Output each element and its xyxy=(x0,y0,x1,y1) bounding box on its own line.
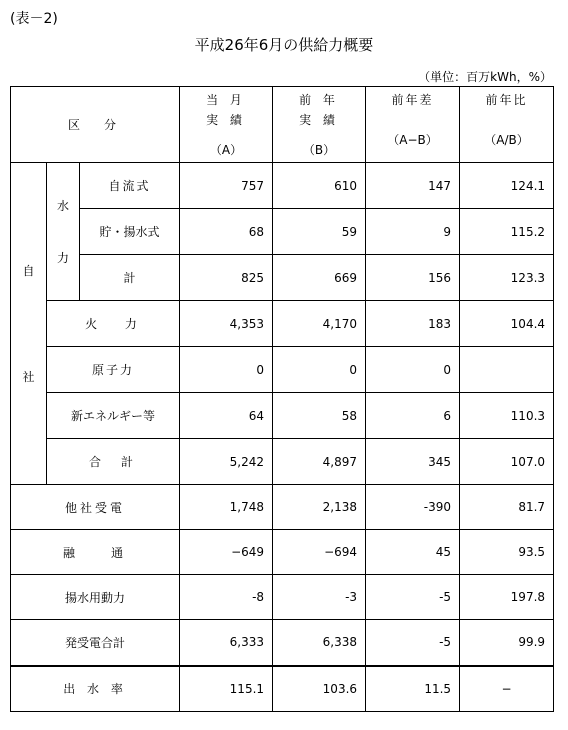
cell-difference: 183 xyxy=(366,301,460,347)
supply-table xyxy=(10,86,554,712)
header-ratio-label: 前年比 xyxy=(485,92,528,107)
cell-previous: 59 xyxy=(273,209,366,255)
table-row xyxy=(11,393,554,439)
cell-ratio: 99.9 xyxy=(460,620,554,666)
row-label: 貯・揚水式 xyxy=(80,209,180,255)
header-previous-year-sub: （B） xyxy=(302,142,336,157)
table-row xyxy=(11,439,554,485)
cell-previous: 6,338 xyxy=(273,620,366,666)
cell-difference: 6 xyxy=(366,393,460,439)
cell-previous: 669 xyxy=(273,255,366,301)
group-label-spacer xyxy=(47,214,79,250)
header-row xyxy=(11,87,554,163)
table-row xyxy=(11,575,554,620)
cell-ratio: 110.3 xyxy=(460,393,554,439)
row-label: 発受電合計 xyxy=(11,620,180,666)
header-previous-year-label: 前 年 実 績 xyxy=(299,92,339,127)
group-label-hydro-1: 水 xyxy=(56,198,69,213)
cell-ratio: 93.5 xyxy=(460,530,554,575)
header-ratio xyxy=(460,87,554,163)
group-label-hydro-2: 力 xyxy=(56,250,69,265)
cell-current: 5,242 xyxy=(180,439,273,485)
table-row xyxy=(11,301,554,347)
cell-previous: 610 xyxy=(273,163,366,209)
cell-current: 6,333 xyxy=(180,620,273,666)
cell-ratio: 107.0 xyxy=(460,439,554,485)
cell-difference: 147 xyxy=(366,163,460,209)
group-label-hydro xyxy=(47,163,80,301)
cell-ratio: 115.2 xyxy=(460,209,554,255)
table-row xyxy=(11,530,554,575)
cell-difference: 345 xyxy=(366,439,460,485)
cell-ratio: − xyxy=(460,666,554,712)
header-difference-label: 前年差 xyxy=(391,92,434,107)
cell-difference: -5 xyxy=(366,575,460,620)
cell-current: 757 xyxy=(180,163,273,209)
cell-current: 1,748 xyxy=(180,485,273,530)
header-ratio-sub: （A/B） xyxy=(484,132,529,147)
table-row xyxy=(11,666,554,712)
row-label: 自流式 xyxy=(80,163,180,209)
cell-previous: 4,897 xyxy=(273,439,366,485)
cell-previous: 58 xyxy=(273,393,366,439)
cell-previous: −694 xyxy=(273,530,366,575)
cell-current: 68 xyxy=(180,209,273,255)
cell-difference: 156 xyxy=(366,255,460,301)
cell-current: 0 xyxy=(180,347,273,393)
cell-previous: 2,138 xyxy=(273,485,366,530)
table-caption: (表－2) xyxy=(10,11,58,27)
table-row xyxy=(11,347,554,393)
cell-previous: 103.6 xyxy=(273,666,366,712)
page-title: 平成26年6月の供給力概要 xyxy=(194,36,374,54)
cell-ratio: 197.8 xyxy=(460,575,554,620)
cell-current: 825 xyxy=(180,255,273,301)
table-row xyxy=(11,620,554,666)
row-label: 揚水用動力 xyxy=(11,575,180,620)
cell-current: 4,353 xyxy=(180,301,273,347)
cell-current: −649 xyxy=(180,530,273,575)
cell-difference: -390 xyxy=(366,485,460,530)
table-row xyxy=(11,209,554,255)
table-row xyxy=(11,255,554,301)
row-label: 合 計 xyxy=(47,439,180,485)
cell-current: -8 xyxy=(180,575,273,620)
header-previous-year xyxy=(273,87,366,163)
table-row xyxy=(11,163,554,209)
cell-current: 64 xyxy=(180,393,273,439)
cell-ratio xyxy=(460,347,554,393)
cell-difference: 45 xyxy=(366,530,460,575)
header-category: 区 分 xyxy=(11,87,180,163)
cell-previous: -3 xyxy=(273,575,366,620)
table-row xyxy=(11,485,554,530)
cell-ratio: 123.3 xyxy=(460,255,554,301)
cell-ratio: 104.4 xyxy=(460,301,554,347)
header-difference xyxy=(366,87,460,163)
group-label-spacer xyxy=(11,279,46,369)
cell-ratio: 124.1 xyxy=(460,163,554,209)
header-current-month-label: 当 月 実 績 xyxy=(206,92,246,127)
cell-previous: 4,170 xyxy=(273,301,366,347)
row-label: 他社受電 xyxy=(11,485,180,530)
cell-difference: 0 xyxy=(366,347,460,393)
cell-current: 115.1 xyxy=(180,666,273,712)
row-label: 出 水 率 xyxy=(11,666,180,712)
row-label: 計 xyxy=(80,255,180,301)
cell-difference: 9 xyxy=(366,209,460,255)
group-label-jisha xyxy=(11,163,47,485)
unit-note: （単位：百万kWh，%） xyxy=(418,70,552,84)
row-label: 融 通 xyxy=(11,530,180,575)
header-difference-sub: （A−B） xyxy=(387,132,438,147)
row-label: 原子力 xyxy=(47,347,180,393)
group-label-jisha-2: 社 xyxy=(22,369,35,384)
group-label-jisha-1: 自 xyxy=(22,263,35,278)
header-current-month xyxy=(180,87,273,163)
cell-previous: 0 xyxy=(273,347,366,393)
header-current-month-sub: （A） xyxy=(209,142,243,157)
cell-ratio: 81.7 xyxy=(460,485,554,530)
row-label: 火 力 xyxy=(47,301,180,347)
row-label: 新エネルギー等 xyxy=(47,393,180,439)
cell-difference: 11.5 xyxy=(366,666,460,712)
cell-difference: -5 xyxy=(366,620,460,666)
